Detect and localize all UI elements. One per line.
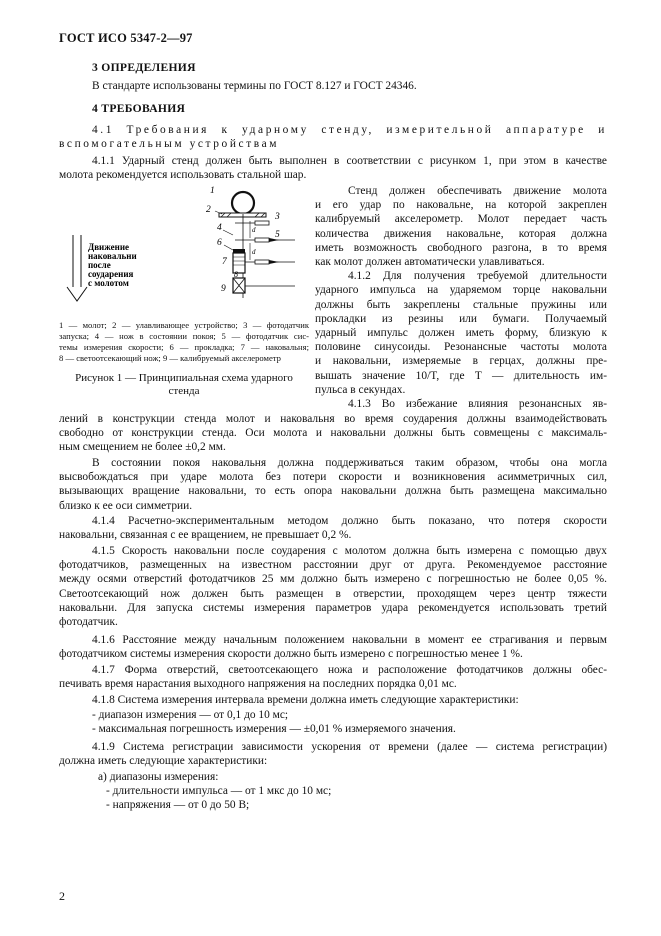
rc-line-6: как молот должен автоматически улавливаться.	[315, 256, 545, 269]
rc-line-1: Стенд должен обеспечивать движение молота	[348, 185, 607, 197]
legend-line-4: 8 — светоотсекающий нож; 9 — калибруемый акселерометр	[59, 353, 281, 363]
figure-title-line2: стенда	[168, 385, 200, 397]
prest-line-1: В состоянии покоя наковальня должна поддерживаться таким образом, чтобы она могла	[92, 457, 607, 469]
prest-line-3: вызывающих вращение наковальни, то есть опора наковальни должна быть размещена максимально	[59, 485, 607, 498]
rc-line-5: иметь возможность свободного разгона, в то время	[315, 241, 607, 254]
rc-line-2: и его удар по наковальне, на которой закреплен	[315, 199, 607, 212]
paragraph-4-1-6	[59, 633, 607, 661]
arrow-label-3: после	[88, 260, 111, 270]
legend-line-2: запуска; 4 — нож в состоянии покоя; 5 — фотодатчик сис-	[59, 331, 309, 341]
rc-line-13: и наковальни, измеряемые в герцах, должны пре-	[315, 355, 607, 368]
section-3-title: 3 ОПРЕДЕЛЕНИЯ	[92, 61, 196, 74]
p413-line-2: свободно от конструкции стенда. Оси молота и наковальни должны быть совмещены с максималь-	[59, 427, 607, 440]
p415-line-1: 4.1.5 Скорость наковальни после соударения с молотом должна быть измерена с помощью двух	[92, 545, 607, 557]
legend-line-3: темы измерения скорости; 6 — прокладка; 7 — наковальня;	[59, 342, 309, 352]
paragraph-4-1-8	[59, 693, 607, 707]
arrow-label-4: соударения	[88, 269, 134, 279]
p419-sub-a: а) диапазоны измерения:	[98, 771, 219, 783]
label-5: 5	[275, 230, 280, 240]
label-6: 6	[217, 238, 222, 248]
rc-line-8: ударного импульса на ударяемом торце наковальни	[315, 284, 607, 297]
rc-line-7: 4.1.2 Для получения требуемой длительности	[348, 270, 607, 283]
hammer-ball	[232, 192, 254, 214]
speed-photodetector-b	[255, 260, 269, 264]
paragraph-4-1-4	[59, 514, 607, 542]
dim-label-1: d	[252, 226, 256, 234]
p416-line-1: 4.1.6 Расстояние между начальным положением наковальни в момент ее страгивания и первым	[92, 634, 607, 646]
label-1: 1	[210, 186, 215, 196]
paragraph-4-1-9	[59, 740, 607, 768]
label-2: 2	[206, 205, 211, 215]
prest-line-4: близко к ее оси симметрии.	[59, 499, 193, 512]
paragraph-4-1-1	[59, 154, 607, 182]
arrow-label-2: наковальни	[88, 251, 137, 261]
figure-1-diagram	[59, 183, 309, 313]
rc-line-14: вышать значение 10/T, где T — длительность им-	[315, 369, 607, 382]
arrow-label-1: Движение	[88, 242, 130, 252]
p41-line1: 4.1 Требования к ударному стенду, измерительной аппаратуре и	[92, 124, 607, 136]
p419-sublist	[98, 770, 607, 813]
p415-line-5: наковальни. Для запуска системы измерения параметров удара рекомендуется использовать третий	[59, 601, 607, 614]
p419-line-1: 4.1.9 Система регистрации зависимости ускорения от времени (далее — система регистрации)	[92, 741, 607, 753]
figure-legend	[59, 320, 309, 364]
p411-line2: молота рекомендуется использовать стальной шар.	[59, 169, 307, 182]
section-3-text: В стандарте использованы термины по ГОСТ 8.127 и ГОСТ 24346.	[92, 80, 417, 92]
rc-line-3: калибруемый акселерометр. Молот передает часть	[315, 213, 607, 226]
p414-line-2: наковальни, связанная с ее вращением, не превышает 0,2 %.	[59, 529, 352, 542]
catcher-plate	[219, 213, 266, 217]
section-4-title: 4 ТРЕБОВАНИЯ	[92, 102, 186, 115]
p415-line-6: фотодатчик.	[59, 616, 118, 629]
legend-line-1: 1 — молот; 2 — улавливающее устройство; 3 — фотодатчик	[59, 320, 309, 330]
rc-line-10: прокладки из резины или бумаги. Получаемый	[315, 312, 607, 325]
trigger-photodetector	[255, 221, 269, 225]
document-header: ГОСТ ИСО 5347-2—97	[59, 31, 193, 45]
p417-line-2: печивать время нарастания выходного напряжения на последних порядка 0,01 мс.	[59, 678, 457, 691]
right-column-text	[315, 184, 607, 411]
p415-line-4: Светоотсекающий нож должен быть размещен в отверстии, проходящем через центр тяжести	[59, 587, 607, 600]
rc-line-11: ударный импульс должен иметь форму, близкую к	[315, 327, 607, 340]
p41-line2: вспомогательным устройствам	[59, 138, 280, 151]
p415-line-3: между осями отверстий фотодатчиков 25 мм должно быть измерено с погрешностью не более 0,05 %.	[59, 573, 607, 586]
rc-line-4: количества движения наковальне, которая должна	[315, 227, 607, 240]
label-9: 9	[221, 284, 226, 294]
rc-line-12: половине синусоиды. Резонансные частоты молота	[315, 341, 607, 354]
p418-line: 4.1.8 Система измерения интервала времени должна иметь следующие характеристики:	[92, 694, 519, 706]
p419-line-2: должна иметь следующие характеристики:	[59, 755, 268, 768]
paragraph-rest-state	[59, 456, 607, 513]
figure-title-line1: Рисунок 1 — Принципиальная схема ударного	[75, 372, 293, 384]
label-7: 7	[222, 257, 227, 267]
p414-line-1: 4.1.4 Расчетно-экспериментальным методом должно быть показано, что потеря скорости	[92, 515, 607, 527]
paragraph-4-1	[59, 123, 607, 151]
prest-line-2: высвобождаться при ударе молота без потери скорости и возникновения асимметричных сил,	[59, 471, 607, 484]
arrow-label-5: с молотом	[88, 278, 129, 288]
p416-line-2: фотодатчиком системы измерения скорости должно быть измерено с погрешностью менее 1 %.	[59, 648, 523, 661]
p418-item-1: - диапазон измерения — от 0,1 до 10 мс;	[92, 709, 289, 721]
rc-line-9: должны быть закреплены стальные пружины или	[315, 298, 607, 311]
p419-item-1: - длительности импульса — от 1 мкс до 10 мс;	[106, 785, 332, 798]
page-number: 2	[59, 889, 65, 903]
figure-title	[59, 372, 309, 398]
p415-line-2: фотодатчиков, размещенных на известном расстоянии друг от друга. Рекомендуемое расстояние	[59, 559, 607, 572]
p418-list	[92, 708, 607, 736]
rc-line-16: 4.1.3 Во избежание влияния резонансных яв-	[348, 398, 607, 411]
paragraph-4-1-5	[59, 544, 607, 629]
paragraph-4-1-3-continued	[59, 412, 607, 455]
paragraph-4-1-7	[59, 663, 607, 691]
p418-item-2: - максимальная погрешность измерения — ±0,01 % измеряемого значения.	[92, 723, 456, 736]
p413-line-3: ным смещением не более ±0,2 мм.	[59, 441, 226, 454]
pad	[233, 249, 245, 253]
speed-photodetector-a	[255, 238, 269, 242]
label-3: 3	[275, 212, 280, 222]
dim-label-2: d	[252, 248, 256, 256]
label-4: 4	[217, 223, 222, 233]
p413-line-1: лений в конструкции стенда молот и наковальня во время соударения должны взаимодействовать	[59, 413, 607, 425]
p419-item-2: - напряжения — от 0 до 50 В;	[106, 799, 250, 812]
motion-arrow	[67, 235, 87, 301]
rc-line-15: пульса в секундах.	[315, 383, 406, 396]
p411-line1: 4.1.1 Ударный стенд должен быть выполнен в соответствии с рисунком 1, при этом в качестве	[92, 155, 607, 167]
arrow-head	[67, 287, 87, 301]
p417-line-1: 4.1.7 Форма отверстий, светоотсекающего ножа и расположение фотодатчиков должны обес-	[92, 664, 607, 676]
label-8: 8	[234, 270, 238, 279]
